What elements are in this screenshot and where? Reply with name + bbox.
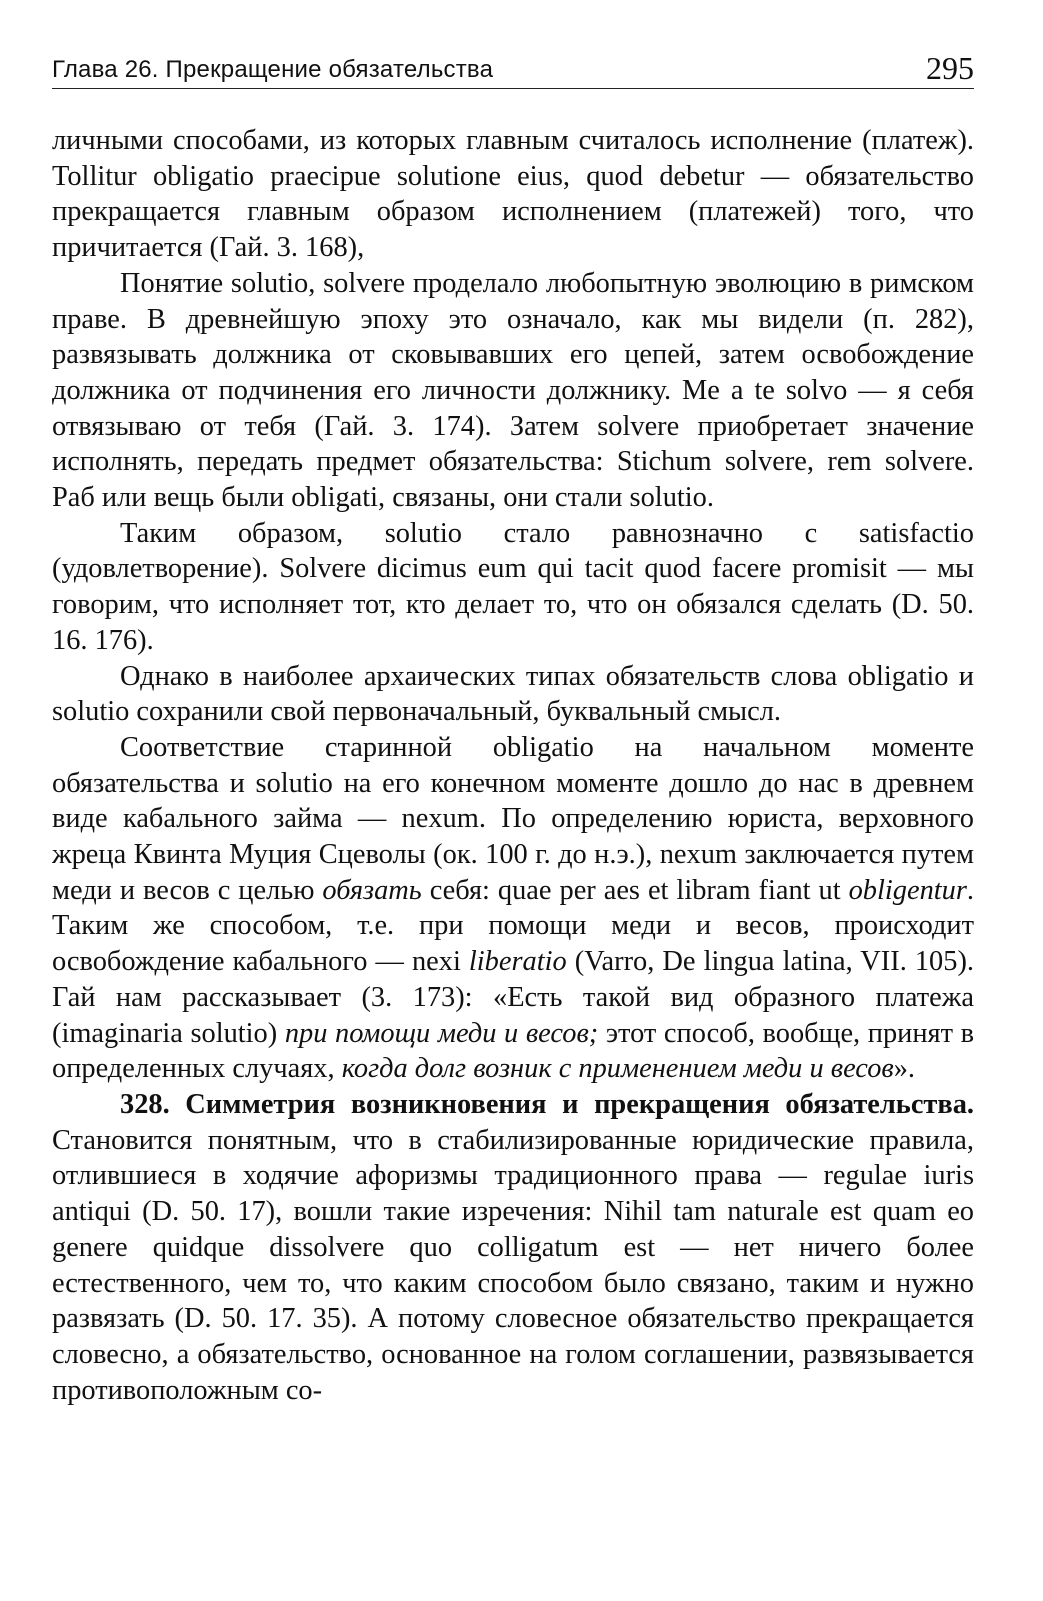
body-text <box>52 123 974 1408</box>
paragraph-text: Понятие solutio, solvere проделало любопытную эволюцию в римском праве. В древнейшую эпоху это означало, как мы видели (п. 282), развязывать должника от сковывавших его цепей, затем освобождение должника от подчинения его личности должнику. Me a te solvo — я себя отвязываю от тебя (Гай. 3. 174). Затем solvere приобретает значение исполнять, передать предмет обязательства: Stichum solvere, rem solvere. Раб или вещь были obligati, связаны, они стали solutio. <box>52 267 974 514</box>
section-heading: 328. Симметрия возникновения и прекращения обязательства. <box>120 1088 974 1120</box>
paragraph-4 <box>52 659 974 730</box>
paragraph-3 <box>52 516 974 659</box>
text-run: . Таким же способом, т.е. при помощи меди и весов, происходит освобождение кабального — nexi <box>52 874 975 978</box>
paragraph-1 <box>52 123 974 266</box>
italic-run: когда долг возник с применением меди и весов <box>341 1053 894 1085</box>
text-run: ». <box>893 1053 916 1085</box>
italic-run: liberatio <box>468 946 567 978</box>
text-run: этот способ, вообще, принят в определенных случаях, <box>52 1017 974 1085</box>
text-run: Соответствие старинной obligatio на начальном моменте обязательства и solutio на его конечном моменте дошло до нас в древнем виде кабального займа — nexum. По определению юриста, верховного жреца Квинта Муция Сцеволы (ок. 100 г. до н.э.), nexum заключается путем меди и весов с целью <box>52 731 974 906</box>
paragraph-text: Однако в наиболее архаических типах обязательств слова obligatio и solutio сохранили свой первоначальный, буквальный смысл. <box>52 660 974 728</box>
page <box>52 40 974 1408</box>
paragraph-2 <box>52 266 974 516</box>
italic-run: при помощи меди и весов; <box>284 1017 599 1049</box>
page-number: 295 <box>926 50 974 86</box>
text-run: себя: quae per aes et libram fiant ut <box>421 874 849 906</box>
text-run: (Varro, De lingua latina, VII. 105). Гай нам рассказывает (3. 173): «Есть такой вид образного платежа (imaginaria solutio) <box>52 946 974 1049</box>
running-header <box>52 40 974 89</box>
italic-run: обязать <box>322 874 422 906</box>
italic-run: obligentur <box>848 874 967 906</box>
paragraph-text: личными способами, из которых главным считалось исполнение (платеж). Tollitur obligatio praecipue solutione eius, quod debetur — обязательство прекращается главным образом исполнением (платежей) того, что причитается (Гай. 3. 168), <box>52 125 974 264</box>
paragraph-text: Таким образом, solutio стало равнозначно с satisfactio (удовлетворение). Solvere dicimus eum qui tacit quod facere promisit — мы говорим, что исполняет тот, кто делает то, что он обязался сделать (D. 50. 16. 176). <box>52 517 974 656</box>
chapter-title: Глава 26. Прекращение обязательства <box>52 56 494 83</box>
section-328 <box>52 1087 974 1408</box>
paragraph-5 <box>52 730 974 1087</box>
paragraph-text: Становится понятным, что в стабилизированные юридические правила, отлившиеся в ходячие афоризмы традиционного права — regulae iuris antiqui (D. 50. 17), вошли такие изречения: Nihil tam naturale est quam eo genere quidque dissolvere quo colligatum est — нет ничего более естественного, чем то, что каким способом было связано, таким и нужно развязать (D. 50. 17. 35). А потому словесное обязательство прекращается словесно, а обязательство, основанное на голом соглашении, развязывается противоположным со- <box>52 1124 974 1406</box>
